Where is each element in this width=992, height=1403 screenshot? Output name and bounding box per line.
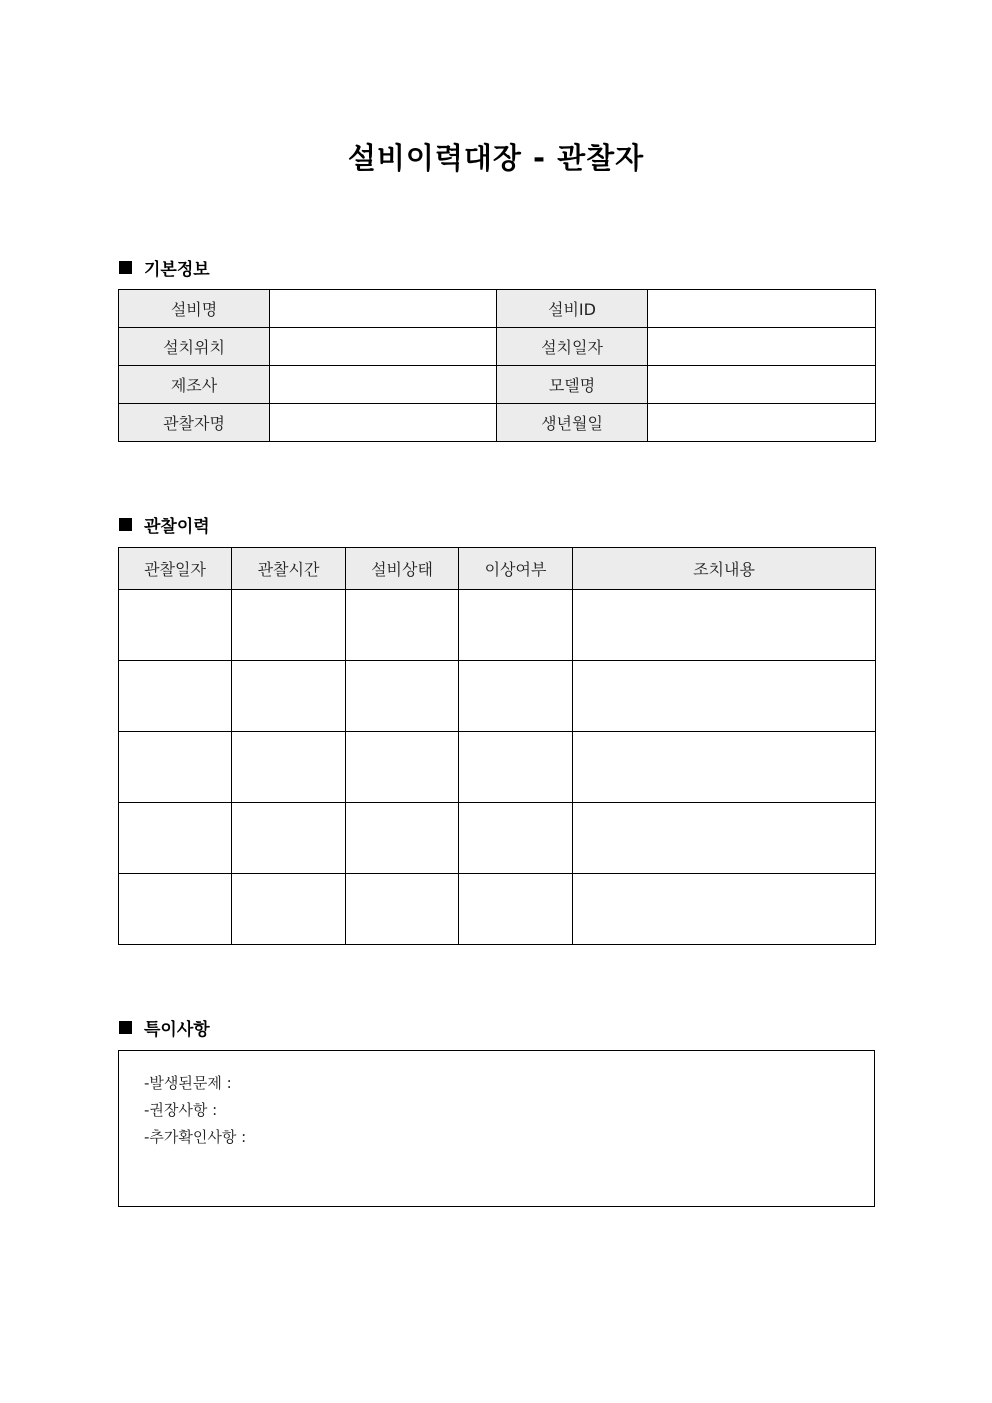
observer-name-field[interactable] xyxy=(270,404,497,442)
history-table xyxy=(118,547,876,945)
model-name-label: 모델명 xyxy=(497,366,648,404)
column-header-status: 설비상태 xyxy=(346,548,459,590)
history-cell[interactable] xyxy=(346,803,459,874)
history-cell[interactable] xyxy=(573,803,876,874)
history-cell[interactable] xyxy=(573,590,876,661)
install-date-field[interactable] xyxy=(648,328,876,366)
section-heading-basic-label: 기본정보 xyxy=(144,260,210,280)
history-cell[interactable] xyxy=(119,661,232,732)
history-cell[interactable] xyxy=(459,661,573,732)
history-cell[interactable] xyxy=(459,590,573,661)
history-cell[interactable] xyxy=(232,590,346,661)
history-cell[interactable] xyxy=(346,874,459,945)
equipment-id-field[interactable] xyxy=(648,290,876,328)
history-cell[interactable] xyxy=(459,732,573,803)
model-name-field[interactable] xyxy=(648,366,876,404)
history-cell[interactable] xyxy=(346,661,459,732)
square-bullet-icon xyxy=(119,518,132,531)
column-header-date: 관찰일자 xyxy=(119,548,232,590)
square-bullet-icon xyxy=(119,1021,132,1034)
history-cell[interactable] xyxy=(119,874,232,945)
history-cell[interactable] xyxy=(232,874,346,945)
history-cell[interactable] xyxy=(459,803,573,874)
table-row xyxy=(119,732,876,803)
notes-line-recommendation: -권장사항 : xyxy=(144,1101,218,1119)
history-cell[interactable] xyxy=(573,661,876,732)
equipment-name-field[interactable] xyxy=(270,290,497,328)
install-date-label: 설치일자 xyxy=(497,328,648,366)
history-cell[interactable] xyxy=(232,661,346,732)
notes-box[interactable] xyxy=(118,1050,875,1207)
birth-date-field[interactable] xyxy=(648,404,876,442)
history-cell[interactable] xyxy=(232,803,346,874)
history-cell[interactable] xyxy=(573,874,876,945)
table-row xyxy=(119,803,876,874)
history-cell[interactable] xyxy=(459,874,573,945)
page-title: 설비이력대장 - 관찰자 xyxy=(347,141,645,175)
notes-line-additional-check: -추가확인사항 : xyxy=(144,1128,247,1146)
history-cell[interactable] xyxy=(232,732,346,803)
notes-line-problem: -발생된문제 : xyxy=(144,1074,232,1092)
manufacturer-field[interactable] xyxy=(270,366,497,404)
column-header-action: 조치내용 xyxy=(573,548,876,590)
table-row xyxy=(119,590,876,661)
table-row xyxy=(119,404,876,442)
equipment-id-label: 설비ID xyxy=(497,290,648,328)
history-cell[interactable] xyxy=(346,732,459,803)
history-cell[interactable] xyxy=(119,590,232,661)
table-row xyxy=(119,661,876,732)
observer-name-label: 관찰자명 xyxy=(119,404,270,442)
table-row xyxy=(119,328,876,366)
table-row xyxy=(119,290,876,328)
install-location-label: 설치위치 xyxy=(119,328,270,366)
column-header-abnormal: 이상여부 xyxy=(459,548,573,590)
manufacturer-label: 제조사 xyxy=(119,366,270,404)
square-bullet-icon xyxy=(119,261,132,274)
basic-info-table xyxy=(118,289,876,442)
table-header-row xyxy=(119,548,876,590)
section-heading-notes xyxy=(119,1015,210,1040)
install-location-field[interactable] xyxy=(270,328,497,366)
history-cell[interactable] xyxy=(346,590,459,661)
table-row xyxy=(119,366,876,404)
section-heading-basic xyxy=(119,255,210,280)
section-heading-history-label: 관찰이력 xyxy=(144,517,210,537)
birth-date-label: 생년월일 xyxy=(497,404,648,442)
equipment-name-label: 설비명 xyxy=(119,290,270,328)
table-row xyxy=(119,874,876,945)
history-cell[interactable] xyxy=(119,803,232,874)
section-heading-notes-label: 특이사항 xyxy=(144,1020,210,1040)
history-cell[interactable] xyxy=(573,732,876,803)
column-header-time: 관찰시간 xyxy=(232,548,346,590)
section-heading-history xyxy=(119,512,210,537)
history-cell[interactable] xyxy=(119,732,232,803)
